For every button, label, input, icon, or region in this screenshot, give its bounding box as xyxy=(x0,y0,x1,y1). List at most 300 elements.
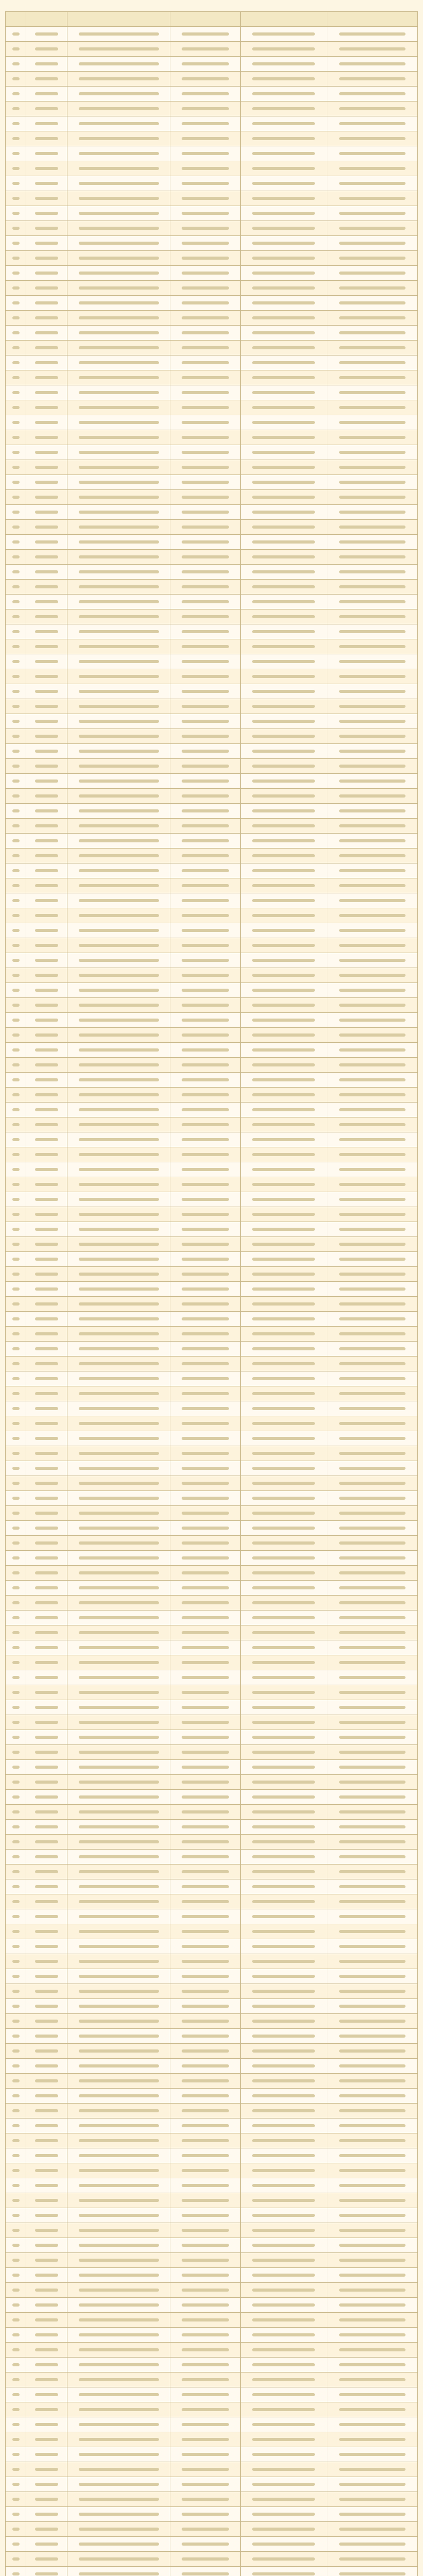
placeholder-bar xyxy=(252,1153,315,1156)
table-cell xyxy=(170,266,240,281)
placeholder-bar xyxy=(12,1676,20,1679)
table-cell xyxy=(26,2014,67,2029)
table-cell xyxy=(26,2328,67,2343)
table-cell xyxy=(170,893,240,908)
placeholder-bar xyxy=(252,466,315,469)
table-cell xyxy=(6,2223,26,2238)
table-cell xyxy=(6,2089,26,2104)
table-cell xyxy=(67,191,170,206)
placeholder-bar xyxy=(79,1616,159,1619)
placeholder-bar xyxy=(79,615,159,618)
table-row xyxy=(6,1879,418,1894)
table-cell xyxy=(26,1760,67,1775)
placeholder-bar xyxy=(182,2557,229,2561)
table-cell xyxy=(6,445,26,460)
placeholder-bar xyxy=(79,1407,159,1410)
placeholder-bar xyxy=(35,1900,58,1903)
table-cell xyxy=(327,505,417,520)
table-cell xyxy=(327,1267,417,1282)
table-cell xyxy=(6,2402,26,2417)
placeholder-bar xyxy=(339,1840,405,1843)
table-cell xyxy=(26,1611,67,1625)
table-cell xyxy=(240,2298,327,2313)
placeholder-bar xyxy=(339,1138,405,1141)
placeholder-bar xyxy=(182,2229,229,2232)
table-cell xyxy=(6,968,26,983)
table-cell xyxy=(6,744,26,759)
placeholder-bar xyxy=(182,2513,229,2516)
placeholder-bar xyxy=(182,1362,229,1365)
placeholder-bar xyxy=(79,1347,159,1350)
table-cell xyxy=(327,341,417,355)
table-cell xyxy=(240,2223,327,2238)
placeholder-bar xyxy=(79,675,159,678)
table-cell xyxy=(26,2358,67,2372)
table-cell xyxy=(240,1386,327,1401)
table-cell xyxy=(26,2178,67,2193)
table-cell xyxy=(170,1312,240,1327)
table-row xyxy=(6,101,418,116)
placeholder-bar xyxy=(182,705,229,708)
table-cell xyxy=(6,1147,26,1162)
placeholder-bar xyxy=(12,1183,20,1186)
placeholder-bar xyxy=(252,2348,315,2351)
placeholder-bar xyxy=(252,1377,315,1380)
placeholder-bar xyxy=(182,1512,229,1515)
table-cell xyxy=(240,2492,327,2507)
placeholder-bar xyxy=(182,77,229,80)
placeholder-bar xyxy=(79,1900,159,1903)
table-cell xyxy=(26,296,67,311)
table-cell xyxy=(327,729,417,744)
table-cell xyxy=(6,1177,26,1192)
table-cell xyxy=(170,1431,240,1446)
table-cell xyxy=(26,2477,67,2492)
table-cell xyxy=(67,2283,170,2298)
table-row xyxy=(6,1073,418,1088)
table-cell xyxy=(67,57,170,72)
placeholder-bar xyxy=(182,540,229,544)
table-cell xyxy=(327,1043,417,1058)
placeholder-bar xyxy=(252,630,315,633)
table-cell xyxy=(6,2104,26,2119)
table-row xyxy=(6,1147,418,1162)
table-cell xyxy=(6,385,26,400)
table-cell xyxy=(67,714,170,729)
placeholder-bar xyxy=(12,227,20,230)
table-cell xyxy=(67,1730,170,1745)
placeholder-bar xyxy=(182,2468,229,2471)
placeholder-bar xyxy=(79,331,159,334)
placeholder-bar xyxy=(339,466,405,469)
table-row xyxy=(6,2133,418,2148)
placeholder-bar xyxy=(79,1631,159,1634)
placeholder-bar xyxy=(182,615,229,618)
placeholder-bar xyxy=(12,1467,20,1470)
placeholder-bar xyxy=(79,974,159,977)
table-cell xyxy=(327,804,417,819)
table-row xyxy=(6,1431,418,1446)
placeholder-bar xyxy=(339,406,405,409)
placeholder-bar xyxy=(35,272,58,275)
placeholder-bar xyxy=(12,1362,20,1365)
table-cell xyxy=(26,1132,67,1147)
table-cell xyxy=(67,1147,170,1162)
table-cell xyxy=(327,2358,417,2372)
table-row xyxy=(6,341,418,355)
table-cell xyxy=(6,565,26,580)
placeholder-bar xyxy=(12,107,20,110)
table-cell xyxy=(67,1670,170,1685)
table-cell xyxy=(327,2447,417,2462)
placeholder-bar xyxy=(182,346,229,349)
table-cell xyxy=(67,1655,170,1670)
placeholder-bar xyxy=(339,301,405,304)
table-cell xyxy=(6,1805,26,1820)
table-cell xyxy=(327,1969,417,1984)
placeholder-bar xyxy=(79,1497,159,1500)
placeholder-bar xyxy=(79,1168,159,1171)
table-cell xyxy=(327,2253,417,2268)
placeholder-bar xyxy=(12,1422,20,1425)
table-cell xyxy=(67,2402,170,2417)
table-cell xyxy=(327,370,417,385)
placeholder-bar xyxy=(182,809,229,812)
placeholder-bar xyxy=(12,1840,20,1843)
placeholder-bar xyxy=(79,1975,159,1978)
placeholder-bar xyxy=(182,2079,229,2082)
placeholder-bar xyxy=(35,92,58,95)
placeholder-bar xyxy=(35,197,58,200)
placeholder-bar xyxy=(339,152,405,155)
table-cell xyxy=(26,1909,67,1924)
table-cell xyxy=(6,2253,26,2268)
table-cell xyxy=(26,251,67,266)
placeholder-bar xyxy=(35,944,58,947)
table-row xyxy=(6,1521,418,1536)
table-cell xyxy=(26,1103,67,1117)
placeholder-bar xyxy=(182,1616,229,1619)
placeholder-bar xyxy=(182,1795,229,1799)
table-cell xyxy=(67,1312,170,1327)
table-cell xyxy=(240,1775,327,1790)
placeholder-bar xyxy=(182,2154,229,2157)
table-cell xyxy=(170,759,240,774)
table-cell xyxy=(6,1596,26,1611)
table-cell xyxy=(327,819,417,834)
placeholder-bar xyxy=(79,1153,159,1156)
table-cell xyxy=(67,1581,170,1596)
placeholder-bar xyxy=(79,1915,159,1918)
placeholder-bar xyxy=(252,974,315,977)
placeholder-bar xyxy=(339,884,405,887)
placeholder-bar xyxy=(79,167,159,170)
table-cell xyxy=(6,57,26,72)
placeholder-bar xyxy=(339,854,405,857)
placeholder-bar xyxy=(182,600,229,603)
placeholder-bar xyxy=(182,1183,229,1186)
table-cell xyxy=(67,2148,170,2163)
placeholder-bar xyxy=(182,989,229,992)
table-cell xyxy=(327,1805,417,1820)
table-cell xyxy=(26,2522,67,2537)
placeholder-bar xyxy=(252,1586,315,1589)
placeholder-bar xyxy=(12,481,20,484)
table-cell xyxy=(170,2298,240,2313)
placeholder-bar xyxy=(79,944,159,947)
table-cell xyxy=(327,863,417,878)
placeholder-bar xyxy=(79,1736,159,1739)
table-cell xyxy=(170,774,240,789)
table-cell xyxy=(327,191,417,206)
placeholder-bar xyxy=(12,2154,20,2157)
table-cell xyxy=(67,146,170,161)
placeholder-bar xyxy=(35,466,58,469)
table-cell xyxy=(67,2492,170,2507)
table-cell xyxy=(26,1984,67,1999)
table-cell xyxy=(6,1536,26,1551)
placeholder-bar xyxy=(252,2378,315,2381)
table-cell xyxy=(6,2208,26,2223)
placeholder-bar xyxy=(252,1661,315,1664)
table-cell xyxy=(26,385,67,400)
placeholder-bar xyxy=(12,1033,20,1037)
placeholder-bar xyxy=(79,107,159,110)
table-cell xyxy=(26,804,67,819)
placeholder-bar xyxy=(182,1721,229,1724)
placeholder-bar xyxy=(252,765,315,768)
table-cell xyxy=(26,57,67,72)
table-cell xyxy=(170,684,240,699)
placeholder-bar xyxy=(339,600,405,603)
placeholder-bar xyxy=(35,62,58,65)
table-row xyxy=(6,161,418,176)
table-row xyxy=(6,370,418,385)
table-row xyxy=(6,759,418,774)
table-cell xyxy=(240,296,327,311)
table-row xyxy=(6,1865,418,1879)
table-cell xyxy=(26,1790,67,1805)
placeholder-bar xyxy=(79,1706,159,1709)
placeholder-bar xyxy=(79,1885,159,1888)
table-cell xyxy=(67,116,170,131)
table-cell xyxy=(327,1909,417,1924)
table-row xyxy=(6,893,418,908)
placeholder-bar xyxy=(12,257,20,260)
table-cell xyxy=(170,191,240,206)
placeholder-bar xyxy=(79,1138,159,1141)
placeholder-bar xyxy=(79,2318,159,2321)
placeholder-bar xyxy=(182,675,229,678)
table-cell xyxy=(170,1700,240,1715)
placeholder-bar xyxy=(79,779,159,783)
placeholder-bar xyxy=(252,137,315,140)
placeholder-bar xyxy=(35,1661,58,1664)
table-cell xyxy=(6,1566,26,1581)
placeholder-bar xyxy=(182,92,229,95)
table-cell xyxy=(170,2522,240,2537)
placeholder-bar xyxy=(79,839,159,842)
placeholder-bar xyxy=(12,2005,20,2008)
table-cell xyxy=(327,849,417,863)
table-cell xyxy=(327,236,417,251)
placeholder-bar xyxy=(35,1153,58,1156)
table-row xyxy=(6,1730,418,1745)
table-row xyxy=(6,311,418,326)
table-cell xyxy=(240,2507,327,2522)
table-cell xyxy=(240,1521,327,1536)
table-cell xyxy=(67,609,170,624)
table-cell xyxy=(240,2059,327,2074)
placeholder-bar xyxy=(182,1467,229,1470)
placeholder-bar xyxy=(79,1810,159,1814)
placeholder-bar xyxy=(79,2214,159,2217)
placeholder-bar xyxy=(35,765,58,768)
table-cell xyxy=(327,1879,417,1894)
placeholder-bar xyxy=(35,1795,58,1799)
placeholder-bar xyxy=(339,376,405,379)
placeholder-bar xyxy=(79,1213,159,1216)
placeholder-bar xyxy=(252,1287,315,1291)
placeholder-bar xyxy=(182,2169,229,2172)
table-row xyxy=(6,1252,418,1267)
table-cell xyxy=(6,221,26,236)
placeholder-bar xyxy=(12,2035,20,2038)
placeholder-bar xyxy=(12,1153,20,1156)
table-cell xyxy=(67,2552,170,2567)
placeholder-bar xyxy=(339,2528,405,2531)
table-cell xyxy=(67,759,170,774)
placeholder-bar xyxy=(35,1945,58,1948)
table-cell xyxy=(240,1581,327,1596)
table-cell xyxy=(67,804,170,819)
placeholder-bar xyxy=(12,511,20,514)
placeholder-bar xyxy=(339,47,405,50)
placeholder-bar xyxy=(12,1541,20,1545)
table-row xyxy=(6,1596,418,1611)
placeholder-bar xyxy=(252,2064,315,2067)
placeholder-bar xyxy=(252,1960,315,1963)
placeholder-bar xyxy=(339,750,405,753)
table-cell xyxy=(67,1431,170,1446)
table-row xyxy=(6,819,418,834)
table-cell xyxy=(327,624,417,639)
table-cell xyxy=(6,2119,26,2133)
table-row xyxy=(6,938,418,953)
placeholder-bar xyxy=(35,1213,58,1216)
table-row xyxy=(6,1969,418,1984)
table-cell xyxy=(6,624,26,639)
table-cell xyxy=(67,1625,170,1640)
table-cell xyxy=(327,1252,417,1267)
placeholder-bar xyxy=(182,1527,229,1530)
placeholder-bar xyxy=(182,1332,229,1335)
table-cell xyxy=(170,505,240,520)
table-cell xyxy=(67,221,170,236)
placeholder-bar xyxy=(35,1885,58,1888)
placeholder-bar xyxy=(339,779,405,783)
placeholder-bar xyxy=(182,2094,229,2097)
placeholder-bar xyxy=(35,77,58,80)
table-cell xyxy=(170,1730,240,1745)
placeholder-bar xyxy=(12,1721,20,1724)
placeholder-bar xyxy=(339,2438,405,2441)
table-cell xyxy=(67,1984,170,1999)
placeholder-bar xyxy=(35,1317,58,1320)
placeholder-bar xyxy=(252,197,315,200)
table-cell xyxy=(240,580,327,595)
table-cell xyxy=(170,1401,240,1416)
placeholder-bar xyxy=(252,1736,315,1739)
placeholder-bar xyxy=(79,600,159,603)
placeholder-bar xyxy=(252,884,315,887)
placeholder-bar xyxy=(339,1302,405,1306)
placeholder-bar xyxy=(35,2079,58,2082)
placeholder-bar xyxy=(339,1900,405,1903)
table-cell xyxy=(6,1954,26,1969)
table-cell xyxy=(240,1162,327,1177)
table-cell xyxy=(26,2462,67,2477)
table-cell xyxy=(26,1476,67,1491)
placeholder-bar xyxy=(252,2094,315,2097)
table-row xyxy=(6,460,418,475)
table-cell xyxy=(170,236,240,251)
table-cell xyxy=(170,2119,240,2133)
table-cell xyxy=(327,2417,417,2432)
table-cell xyxy=(6,1401,26,1416)
placeholder-bar xyxy=(35,989,58,992)
table-cell xyxy=(170,57,240,72)
table-cell xyxy=(170,2447,240,2462)
table-cell xyxy=(26,1670,67,1685)
table-cell xyxy=(170,460,240,475)
table-cell xyxy=(67,1536,170,1551)
table-cell xyxy=(67,1386,170,1401)
table-cell xyxy=(170,1162,240,1177)
placeholder-bar xyxy=(339,2274,405,2277)
placeholder-bar xyxy=(35,1870,58,1873)
table-cell xyxy=(240,759,327,774)
table-row xyxy=(6,789,418,804)
placeholder-bar xyxy=(12,212,20,215)
table-cell xyxy=(327,1670,417,1685)
placeholder-bar xyxy=(252,2468,315,2471)
table-cell xyxy=(67,1775,170,1790)
table-cell xyxy=(240,609,327,624)
placeholder-bar xyxy=(35,2513,58,2516)
table-row xyxy=(6,1790,418,1805)
table-cell xyxy=(327,27,417,42)
placeholder-bar xyxy=(79,1093,159,1096)
placeholder-bar xyxy=(339,496,405,499)
table-row xyxy=(6,714,418,729)
placeholder-bar xyxy=(12,346,20,349)
table-cell xyxy=(67,849,170,863)
table-row xyxy=(6,1117,418,1132)
table-cell xyxy=(67,1103,170,1117)
placeholder-bar xyxy=(252,182,315,185)
table-cell xyxy=(67,42,170,57)
placeholder-bar xyxy=(339,1407,405,1410)
placeholder-bar xyxy=(252,959,315,962)
table-cell xyxy=(170,669,240,684)
table-cell xyxy=(327,2014,417,2029)
placeholder-bar xyxy=(182,2543,229,2546)
placeholder-bar xyxy=(182,974,229,977)
table-cell xyxy=(170,2507,240,2522)
table-cell xyxy=(240,1282,327,1297)
table-cell xyxy=(170,639,240,654)
